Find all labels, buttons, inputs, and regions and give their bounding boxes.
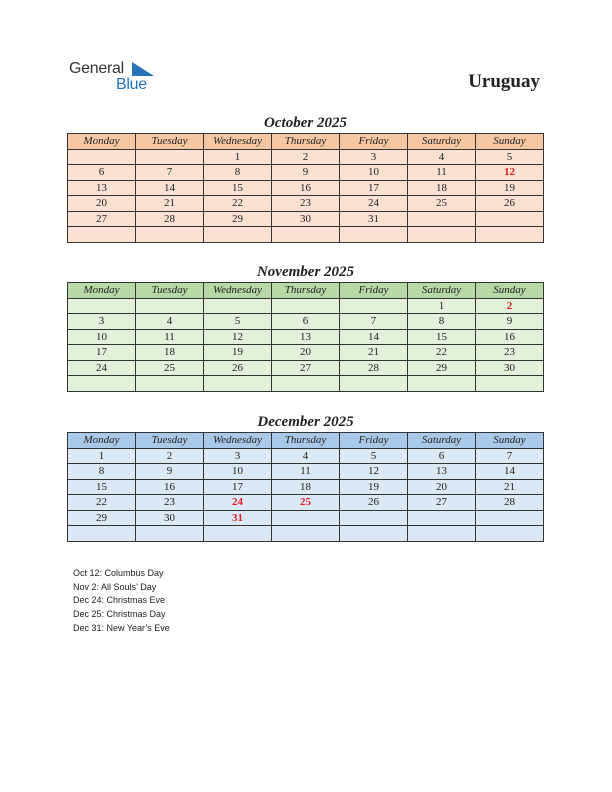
day-cell: 4 <box>272 448 340 464</box>
day-cell: 9 <box>476 314 544 330</box>
day-cell: 3 <box>68 314 136 330</box>
week-row <box>68 464 544 480</box>
day-cell <box>68 227 136 243</box>
day-cell: 25 <box>408 196 476 212</box>
week-row <box>68 495 544 511</box>
day-cell: 15 <box>68 479 136 495</box>
weekday-header: Sunday <box>476 134 544 150</box>
day-cell: 22 <box>408 345 476 361</box>
day-cell <box>340 298 408 314</box>
day-cell: 19 <box>476 180 544 196</box>
weekday-header: Monday <box>68 283 136 299</box>
day-cell: 2 <box>136 448 204 464</box>
day-cell: 27 <box>68 211 136 227</box>
day-cell: 24 <box>204 495 272 511</box>
holiday-item: Nov 2: All Souls’ Day <box>73 581 157 592</box>
week-row <box>68 211 544 227</box>
day-cell: 23 <box>272 196 340 212</box>
day-cell: 26 <box>340 495 408 511</box>
weekday-header: Friday <box>340 134 408 150</box>
day-cell <box>204 227 272 243</box>
day-cell <box>476 526 544 542</box>
day-cell: 11 <box>408 165 476 181</box>
week-row <box>68 376 544 392</box>
day-cell: 24 <box>340 196 408 212</box>
weekday-header: Tuesday <box>136 433 204 449</box>
day-cell <box>136 298 204 314</box>
day-cell <box>272 376 340 392</box>
day-cell: 13 <box>408 464 476 480</box>
week-row <box>68 314 544 330</box>
day-cell <box>476 211 544 227</box>
holiday-item: Dec 31: New Year’s Eve <box>73 622 170 633</box>
day-cell: 20 <box>68 196 136 212</box>
weekday-header: Wednesday <box>204 433 272 449</box>
day-cell <box>476 510 544 526</box>
weekday-header: Saturday <box>408 433 476 449</box>
day-cell: 29 <box>68 510 136 526</box>
day-cell: 19 <box>340 479 408 495</box>
holiday-list <box>73 567 170 635</box>
day-cell: 30 <box>476 360 544 376</box>
day-cell: 22 <box>68 495 136 511</box>
day-cell: 8 <box>68 464 136 480</box>
day-cell: 6 <box>408 448 476 464</box>
day-cell: 30 <box>136 510 204 526</box>
day-cell: 4 <box>408 149 476 165</box>
day-cell: 18 <box>408 180 476 196</box>
day-cell <box>408 510 476 526</box>
day-cell: 9 <box>272 165 340 181</box>
weekday-header: Monday <box>68 134 136 150</box>
day-cell: 23 <box>136 495 204 511</box>
day-cell: 12 <box>204 329 272 345</box>
day-cell: 26 <box>476 196 544 212</box>
weekday-header: Sunday <box>476 283 544 299</box>
day-cell: 9 <box>136 464 204 480</box>
day-cell <box>340 510 408 526</box>
day-cell: 30 <box>272 211 340 227</box>
logo-word-blue: Blue <box>116 76 147 93</box>
week-row <box>68 165 544 181</box>
weekday-header: Thursday <box>272 134 340 150</box>
day-cell: 13 <box>68 180 136 196</box>
day-cell: 1 <box>68 448 136 464</box>
week-row <box>68 526 544 542</box>
day-cell: 17 <box>204 479 272 495</box>
day-cell: 5 <box>340 448 408 464</box>
day-cell <box>272 526 340 542</box>
month-oct <box>67 113 544 243</box>
day-cell: 23 <box>476 345 544 361</box>
weekday-header: Thursday <box>272 283 340 299</box>
holiday-item: Dec 25: Christmas Day <box>73 609 166 620</box>
day-cell: 7 <box>340 314 408 330</box>
week-row <box>68 196 544 212</box>
day-cell: 15 <box>204 180 272 196</box>
day-cell <box>204 376 272 392</box>
week-row <box>68 298 544 314</box>
day-cell: 12 <box>340 464 408 480</box>
day-cell <box>68 149 136 165</box>
day-cell <box>136 376 204 392</box>
day-cell: 22 <box>204 196 272 212</box>
month-title: December 2025 <box>257 414 354 430</box>
day-cell: 17 <box>68 345 136 361</box>
day-cell: 27 <box>272 360 340 376</box>
week-row <box>68 149 544 165</box>
week-row <box>68 345 544 361</box>
day-cell <box>136 227 204 243</box>
weekday-header: Wednesday <box>204 283 272 299</box>
day-cell: 29 <box>204 211 272 227</box>
day-cell: 1 <box>408 298 476 314</box>
day-cell: 16 <box>272 180 340 196</box>
holiday-item: Oct 12: Columbus Day <box>73 568 164 578</box>
week-row <box>68 448 544 464</box>
day-cell: 31 <box>204 510 272 526</box>
day-cell: 8 <box>204 165 272 181</box>
day-cell: 19 <box>204 345 272 361</box>
day-cell: 18 <box>272 479 340 495</box>
month-title: November 2025 <box>256 264 355 280</box>
day-cell <box>136 526 204 542</box>
day-cell: 7 <box>136 165 204 181</box>
day-cell: 31 <box>340 211 408 227</box>
week-row <box>68 360 544 376</box>
day-cell: 3 <box>204 448 272 464</box>
day-cell: 5 <box>476 149 544 165</box>
day-cell: 7 <box>476 448 544 464</box>
weekday-header: Thursday <box>272 433 340 449</box>
weekday-header: Tuesday <box>136 283 204 299</box>
day-cell: 10 <box>340 165 408 181</box>
logo-word-general: General <box>69 60 124 77</box>
weekday-header: Sunday <box>476 433 544 449</box>
day-cell: 10 <box>204 464 272 480</box>
weekday-header: Friday <box>340 433 408 449</box>
day-cell: 14 <box>476 464 544 480</box>
day-cell: 6 <box>272 314 340 330</box>
day-cell <box>204 526 272 542</box>
day-cell: 28 <box>476 495 544 511</box>
day-cell <box>204 298 272 314</box>
week-row <box>68 329 544 345</box>
month-grid <box>67 282 544 392</box>
day-cell: 16 <box>136 479 204 495</box>
week-row <box>68 479 544 495</box>
day-cell: 13 <box>272 329 340 345</box>
day-cell <box>408 376 476 392</box>
weekday-header-row <box>68 134 544 150</box>
day-cell <box>340 227 408 243</box>
day-cell: 21 <box>340 345 408 361</box>
day-cell: 17 <box>340 180 408 196</box>
day-cell <box>272 227 340 243</box>
day-cell: 24 <box>68 360 136 376</box>
day-cell: 20 <box>272 345 340 361</box>
day-cell: 21 <box>136 196 204 212</box>
day-cell: 29 <box>408 360 476 376</box>
day-cell: 1 <box>204 149 272 165</box>
day-cell <box>408 526 476 542</box>
logo-flag-icon <box>132 62 154 76</box>
weekday-header-row <box>68 283 544 299</box>
day-cell <box>68 376 136 392</box>
day-cell <box>272 510 340 526</box>
weekday-header-row <box>68 433 544 449</box>
holiday-item: Dec 24: Christmas Eve <box>73 595 166 606</box>
day-cell: 11 <box>272 464 340 480</box>
day-cell <box>272 298 340 314</box>
day-cell <box>408 211 476 227</box>
weekday-header: Saturday <box>408 283 476 299</box>
day-cell: 4 <box>136 314 204 330</box>
day-cell: 26 <box>204 360 272 376</box>
month-grid <box>67 133 544 243</box>
month-nov <box>67 262 544 392</box>
day-cell: 21 <box>476 479 544 495</box>
country-title: Uruguay <box>468 71 540 92</box>
day-cell <box>136 149 204 165</box>
month-grid <box>67 432 544 542</box>
day-cell: 14 <box>136 180 204 196</box>
day-cell <box>68 298 136 314</box>
day-cell: 15 <box>408 329 476 345</box>
day-cell <box>476 376 544 392</box>
month-dec <box>67 412 544 542</box>
day-cell: 16 <box>476 329 544 345</box>
day-cell: 6 <box>68 165 136 181</box>
weekday-header: Tuesday <box>136 134 204 150</box>
day-cell: 28 <box>136 211 204 227</box>
month-title: October 2025 <box>264 115 347 131</box>
day-cell: 2 <box>476 298 544 314</box>
day-cell: 8 <box>408 314 476 330</box>
week-row <box>68 510 544 526</box>
day-cell: 25 <box>136 360 204 376</box>
generalblue-logo <box>69 60 159 96</box>
day-cell: 27 <box>408 495 476 511</box>
day-cell: 2 <box>272 149 340 165</box>
day-cell: 11 <box>136 329 204 345</box>
weekday-header: Saturday <box>408 134 476 150</box>
day-cell: 12 <box>476 165 544 181</box>
week-row <box>68 180 544 196</box>
day-cell: 28 <box>340 360 408 376</box>
day-cell: 10 <box>68 329 136 345</box>
day-cell: 20 <box>408 479 476 495</box>
day-cell <box>68 526 136 542</box>
day-cell: 18 <box>136 345 204 361</box>
day-cell <box>476 227 544 243</box>
weekday-header: Friday <box>340 283 408 299</box>
day-cell: 5 <box>204 314 272 330</box>
day-cell <box>340 376 408 392</box>
weekday-header: Wednesday <box>204 134 272 150</box>
day-cell <box>408 227 476 243</box>
day-cell <box>340 526 408 542</box>
week-row <box>68 227 544 243</box>
day-cell: 14 <box>340 329 408 345</box>
weekday-header: Monday <box>68 433 136 449</box>
day-cell: 25 <box>272 495 340 511</box>
day-cell: 3 <box>340 149 408 165</box>
